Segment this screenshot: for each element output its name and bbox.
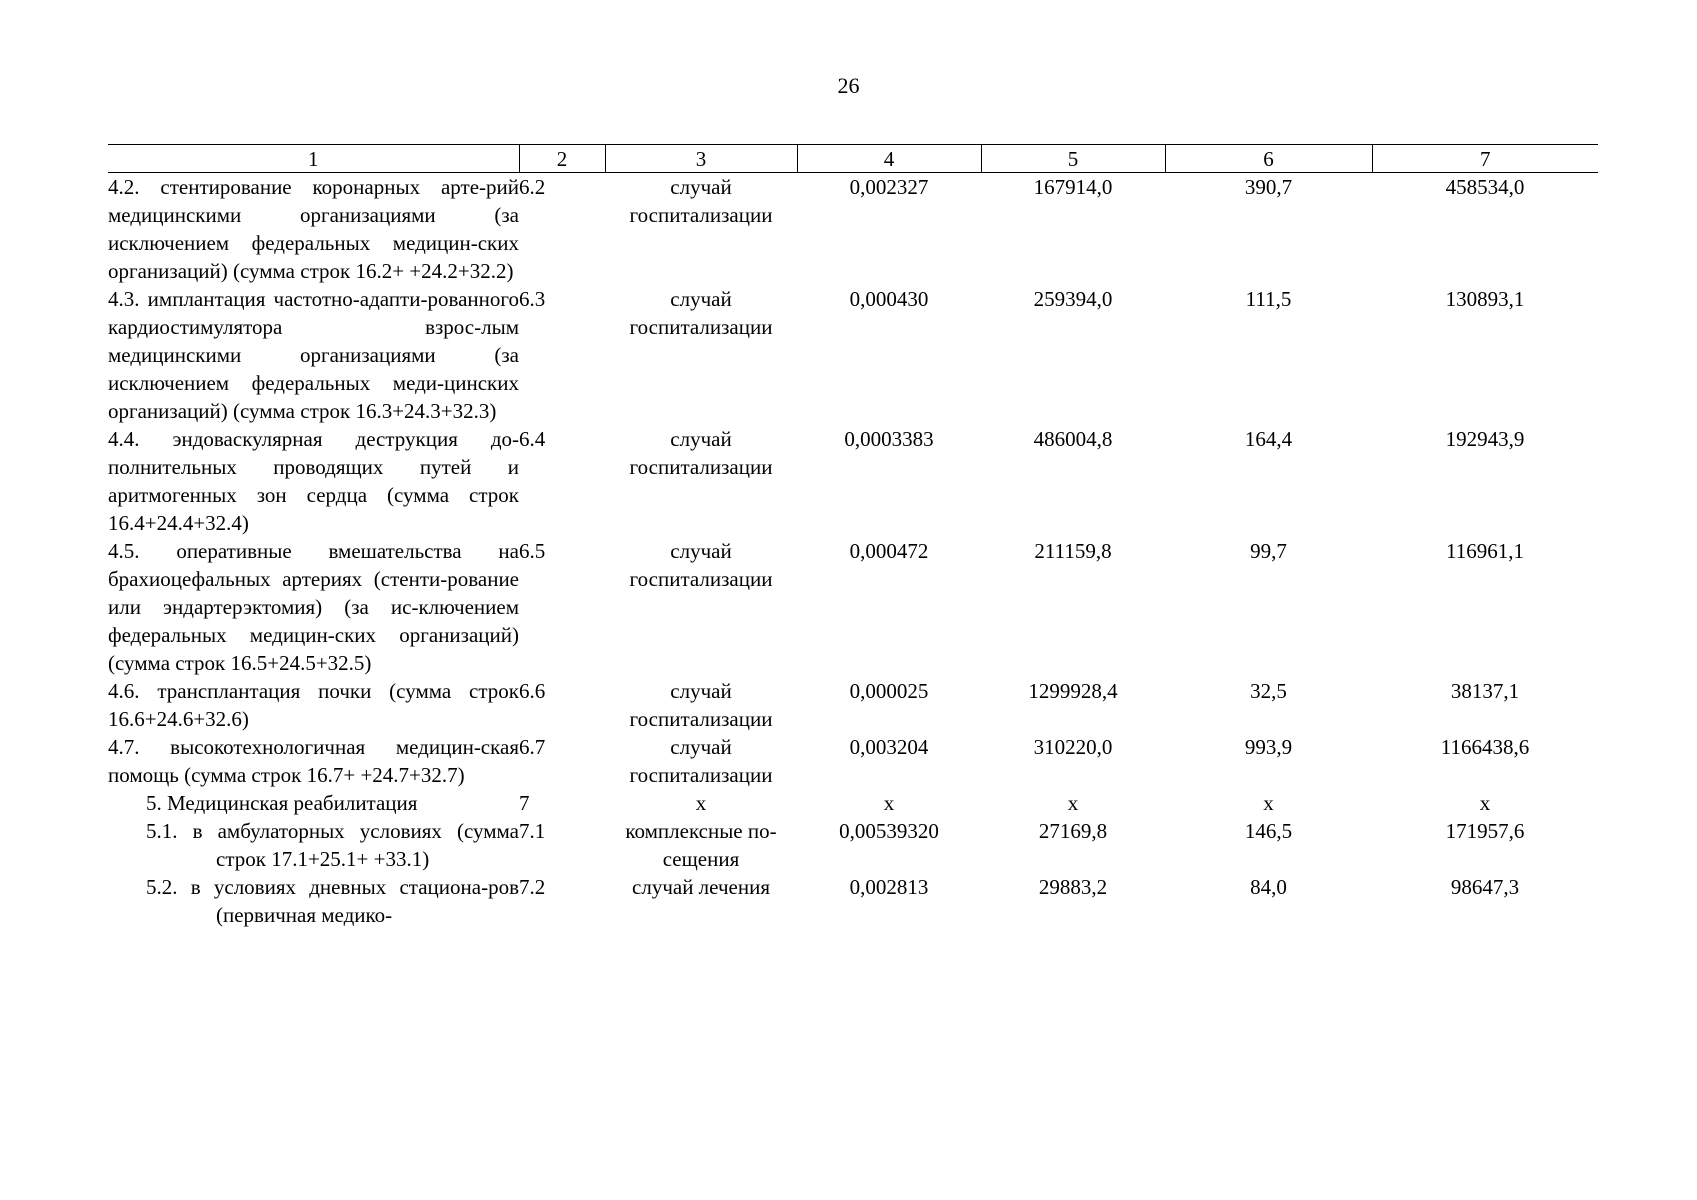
row-value-7: 1166438,6 bbox=[1440, 735, 1530, 759]
table-row bbox=[108, 285, 1598, 425]
row-name: 5.1. в амбулаторных условиях (сумма строк 17.1+25.1+ +33.1) bbox=[146, 819, 519, 871]
row-name: 4.6. трансплантация почки (сумма строк 16.6+24.6+32.6) bbox=[108, 679, 519, 731]
row-line-number: 6.7 bbox=[519, 735, 546, 759]
row-value-4: 0,0003383 bbox=[844, 427, 934, 451]
row-value-7: 116961,1 bbox=[1446, 539, 1524, 563]
row-value-4: 0,000025 bbox=[849, 679, 929, 703]
row-value-6: 99,7 bbox=[1250, 539, 1287, 563]
row-line-number: 6.4 bbox=[519, 427, 546, 451]
row-line-number: 7.2 bbox=[519, 875, 546, 899]
row-unit: случай госпитализации bbox=[629, 427, 773, 479]
table-row bbox=[108, 733, 1598, 789]
row-line-number: 6.5 bbox=[519, 539, 546, 563]
row-value-6: 84,0 bbox=[1250, 875, 1287, 899]
row-value-7: 192943,9 bbox=[1445, 427, 1525, 451]
row-value-5: 310220,0 bbox=[1033, 735, 1113, 759]
row-value-4: х bbox=[883, 791, 895, 815]
column-header: 7 bbox=[1372, 145, 1598, 173]
table-row bbox=[108, 817, 1598, 873]
row-value-5: 486004,8 bbox=[1033, 427, 1113, 451]
row-value-4: 0,003204 bbox=[849, 735, 929, 759]
row-value-4: 0,002813 bbox=[849, 875, 929, 899]
row-name: 5.2. в условиях дневных стациона-ров (первичная медико- bbox=[146, 875, 519, 927]
row-value-7: 171957,6 bbox=[1445, 819, 1525, 843]
row-line-number: 6.2 bbox=[519, 175, 546, 199]
row-value-5: 259394,0 bbox=[1033, 287, 1113, 311]
row-name: 4.3. имплантация частотно-адапти-рованного кардиостимулятора взрос-лым медицинскими организациями (за исключением федеральных меди-цинских организаций) (сумма строк 16.3+24.3+32.3) bbox=[108, 287, 519, 423]
row-value-7: 458534,0 bbox=[1445, 175, 1525, 199]
column-header: 5 bbox=[981, 145, 1165, 173]
row-value-6: 32,5 bbox=[1250, 679, 1287, 703]
row-value-4: 0,002327 bbox=[849, 175, 929, 199]
row-value-4: 0,000472 bbox=[849, 539, 929, 563]
row-value-7: 38137,1 bbox=[1450, 679, 1520, 703]
page-number: 26 bbox=[837, 73, 860, 98]
row-name: 4.7. высокотехнологичная медицин-ская помощь (сумма строк 16.7+ +24.7+32.7) bbox=[108, 735, 519, 787]
table-row bbox=[108, 425, 1598, 537]
column-header: 2 bbox=[519, 145, 605, 173]
row-name: 5. Медицинская реабилитация bbox=[146, 791, 418, 815]
row-value-5: 27169,8 bbox=[1038, 819, 1108, 843]
row-unit: случай лечения bbox=[632, 875, 770, 899]
row-unit: случай госпитализации bbox=[629, 175, 773, 227]
row-value-4: 0,000430 bbox=[849, 287, 929, 311]
row-unit: х bbox=[695, 791, 707, 815]
table-row bbox=[108, 537, 1598, 677]
row-value-7: 130893,1 bbox=[1445, 287, 1525, 311]
row-value-6: 390,7 bbox=[1244, 175, 1293, 199]
row-value-7: х bbox=[1479, 791, 1491, 815]
table-row bbox=[108, 789, 1598, 817]
row-name: 4.2. стентирование коронарных арте-рий медицинскими организациями (за исключением федеральных медицин-ских организаций) (сумма строк 16.2+ +24.2+32.2) bbox=[108, 175, 519, 283]
row-value-4: 0,00539320 bbox=[839, 819, 939, 843]
row-name: 4.4. эндоваскулярная деструкция до-полнительных проводящих путей и аритмогенных зон сердца (сумма строк 16.4+24.4+32.4) bbox=[108, 427, 519, 535]
data-table bbox=[108, 144, 1598, 929]
row-unit: случай госпитализации bbox=[629, 539, 773, 591]
row-value-6: 146,5 bbox=[1244, 819, 1293, 843]
row-value-6: 993,9 bbox=[1244, 735, 1293, 759]
row-line-number: 6.3 bbox=[519, 287, 546, 311]
row-line-number: 7 bbox=[519, 791, 530, 815]
row-value-6: х bbox=[1263, 791, 1274, 815]
row-value-5: 211159,8 bbox=[1034, 539, 1112, 563]
row-value-5: 1299928,4 bbox=[1028, 679, 1118, 703]
row-unit: случай госпитализации bbox=[629, 287, 773, 339]
column-header: 4 bbox=[797, 145, 981, 173]
row-unit: случай госпитализации bbox=[629, 679, 773, 731]
row-value-5: х bbox=[1067, 791, 1079, 815]
row-value-6: 111,5 bbox=[1245, 287, 1292, 311]
column-header: 1 bbox=[108, 145, 519, 173]
row-value-5: 29883,2 bbox=[1038, 875, 1108, 899]
column-header: 6 bbox=[1165, 145, 1372, 173]
row-line-number: 6.6 bbox=[519, 679, 546, 703]
table-row bbox=[108, 873, 1598, 929]
row-line-number: 7.1 bbox=[519, 819, 546, 843]
row-value-5: 167914,0 bbox=[1033, 175, 1113, 199]
column-number-row bbox=[108, 145, 1598, 173]
row-unit: комплексные по-сещения bbox=[625, 819, 777, 871]
column-header: 3 bbox=[605, 145, 797, 173]
row-unit: случай госпитализации bbox=[629, 735, 773, 787]
row-value-6: 164,4 bbox=[1244, 427, 1293, 451]
row-value-7: 98647,3 bbox=[1450, 875, 1520, 899]
table-row bbox=[108, 677, 1598, 733]
table-row bbox=[108, 173, 1598, 286]
row-name: 4.5. оперативные вмешательства на брахиоцефальных артериях (стенти-рование или эндартерэктомия) (за ис-ключением федеральных медицин-ских организаций) (сумма строк 16.5+24.5+32.5) bbox=[108, 539, 519, 675]
